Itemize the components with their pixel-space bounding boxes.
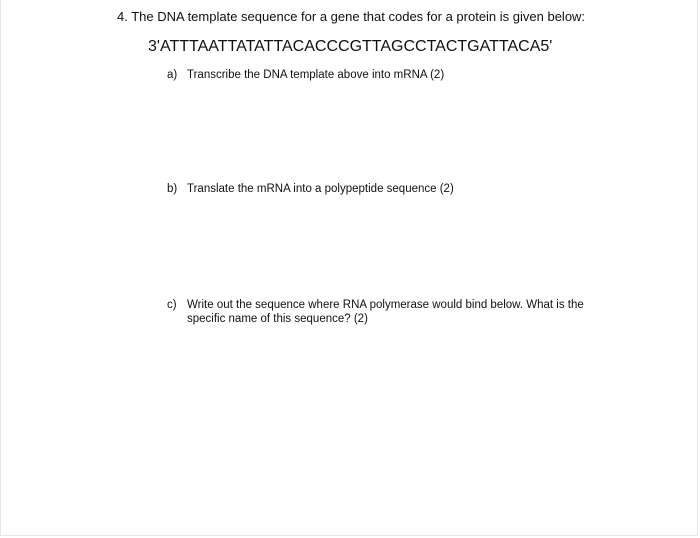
part-a-text: Transcribe the DNA template above into mRNA (2) bbox=[187, 69, 445, 81]
question-part-b bbox=[167, 182, 607, 196]
part-b-text: Translate the mRNA into a polypeptide sequence (2) bbox=[187, 183, 454, 195]
part-a-label: a) bbox=[167, 69, 178, 81]
question-header: 4. The DNA template sequence for a gene that codes for a protein is given below: bbox=[117, 9, 586, 24]
question-part-a bbox=[167, 68, 607, 82]
question-part-c bbox=[167, 298, 607, 326]
dna-template-sequence: 3'ATTTAATTATATTACACCCGTTAGCCTACTGATTACA5' bbox=[148, 38, 553, 55]
part-c-label: c) bbox=[167, 299, 177, 311]
part-c-text: Write out the sequence where RNA polymerase would bind below. What is the specific name of this sequence? (2) bbox=[187, 299, 584, 325]
part-b-label: b) bbox=[167, 183, 178, 195]
